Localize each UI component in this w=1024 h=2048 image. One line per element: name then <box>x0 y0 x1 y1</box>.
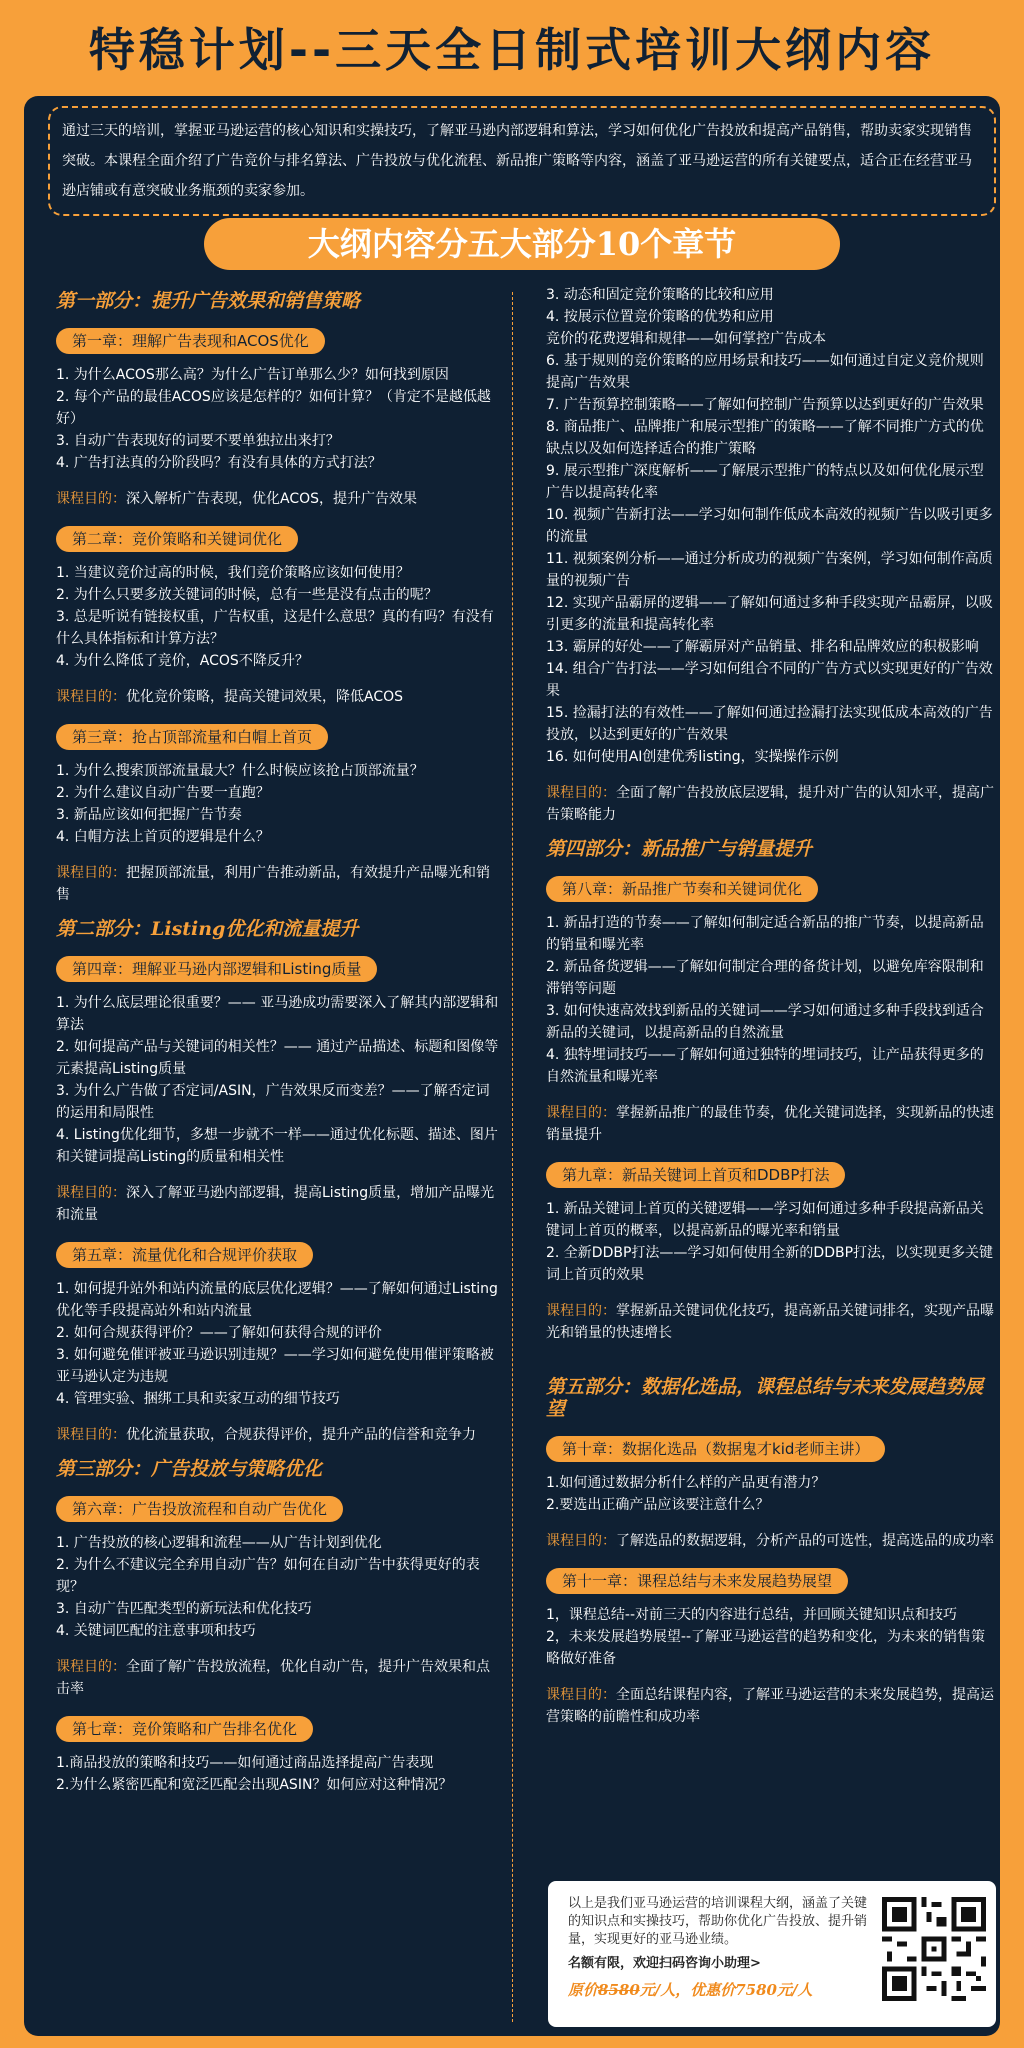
goal-text: 全面了解广告投放底层逻辑，提升对广告的认知水平，提高广告策略能力 <box>546 785 994 823</box>
part-5-heading: 第五部分：数据化选品，课程总结与未来发展趋势展望 <box>546 1376 984 1420</box>
goal-text: 优化竞价策略，提高关键词效果，降低ACOS <box>126 689 404 705</box>
list-item: 11. 视频案例分析——通过分析成功的视频广告案例，学习如何制作高质量的视频广告 <box>546 551 993 589</box>
chapter-4-goal <box>56 1182 502 1226</box>
chapter-10-title: 第十章：数据化选品（数据鬼才kid老师主讲） <box>546 1436 885 1462</box>
list-item: 1.商品投放的策略和技巧——如何通过商品选择提高广告表现 <box>56 1755 434 1771</box>
original-price: 8580 <box>598 1981 640 1999</box>
goal-label: 课程目的： <box>56 1185 126 1201</box>
intro-text: 通过三天的培训，掌握亚马逊运营的核心知识和实操技巧，了解亚马逊内部逻辑和算法，学习如何优化广告投放和提高产品销售，帮助卖家实现销售突破。本课程全面介绍了广告竞价与排名算法、广告投放与优化流程、新品推广策略等内容，涵盖了亚马逊运营的所有关键要点，适合正在经营亚马逊店铺或有意突破业务瓶颈的卖家参加。 <box>48 106 996 216</box>
goal-text: 掌握新品推广的最佳节奏，优化关键词选择，实现新品的快速销量提升 <box>546 1105 994 1143</box>
list-item: 1. 为什么ACOS那么高？为什么广告订单那么少？如何找到原因 <box>56 367 449 383</box>
list-item: 3. 如何快速高效找到新品的关键词——学习如何通过多种手段找到适合新品的关键词，以提高新品的自然流量 <box>546 1003 984 1041</box>
chapter-4-title: 第四章：理解亚马逊内部逻辑和Listing质量 <box>56 956 377 982</box>
page-title: 特稳计划--三天全日制式培训大纲内容 <box>88 23 936 77</box>
goal-label: 课程目的： <box>56 1659 126 1675</box>
goal-text: 深入了解亚马逊内部逻辑，提高Listing质量，增加产品曝光和流量 <box>56 1185 495 1223</box>
chapter-10-goal <box>546 1530 996 1552</box>
chapter-6-title: 第六章：广告投放流程和自动广告优化 <box>56 1496 343 1522</box>
list-item: 竞价的花费逻辑和规律——如何掌控广告成本 <box>546 331 826 347</box>
chapter-5-title: 第五章：流量优化和合规评价获取 <box>56 1242 313 1268</box>
qr-code-icon[interactable] <box>882 1897 986 2001</box>
goal-label: 课程目的： <box>56 865 126 881</box>
list-item: 1，课程总结--对前三天的内容进行总结，并回顾关键知识点和技巧 <box>546 1607 958 1623</box>
column-divider <box>512 292 513 2022</box>
chapter-8-goal <box>546 1102 996 1146</box>
chapter-8-title: 第八章：新品推广节奏和关键词优化 <box>546 876 818 902</box>
chapter-9-goal <box>546 1300 996 1344</box>
goal-label: 课程目的： <box>546 1303 616 1319</box>
chapter-5-goal <box>56 1424 502 1446</box>
goal-text: 全面总结课程内容，了解亚马逊运营的未来发展趋势，提高运营策略的前瞻性和成功率 <box>546 1687 994 1725</box>
list-item: 4. 关键词匹配的注意事项和技巧 <box>56 1623 256 1639</box>
list-item: 2. 如何合规获得评价？——了解如何获得合规的评价 <box>56 1325 382 1341</box>
list-item: 2. 为什么不建议完全弃用自动广告？如何在自动广告中获得更好的表现？ <box>56 1557 480 1595</box>
goal-label: 课程目的： <box>546 785 616 801</box>
chapter-3-goal <box>56 862 502 906</box>
chapter-9-title: 第九章：新品关键词上首页和DDBP打法 <box>546 1162 845 1188</box>
list-item: 1.如何通过数据分析什么样的产品更有潜力？ <box>546 1475 826 1491</box>
list-item: 4. 管理实验、捆绑工具和卖家互动的细节技巧 <box>56 1391 340 1407</box>
list-item: 2. 全新DDBP打法——学习如何使用全新的DDBP打法，以实现更多关键词上首页的效果 <box>546 1245 994 1283</box>
list-item: 4. Listing优化细节，多想一步就不一样——通过优化标题、描述、图片和关键词提高Listing的质量和相关性 <box>56 1127 498 1165</box>
list-item: 2. 为什么建议自动广告要一直跑？ <box>56 785 270 801</box>
promo-cta[interactable]: 名额有限，欢迎扫码咨询小助理> <box>568 1956 761 1971</box>
list-item: 16. 如何使用AI创建优秀listing，实操操作示例 <box>546 749 839 765</box>
list-item: 2. 每个产品的最佳ACOS应该是怎样的？如何计算？（肯定不是越低越好） <box>56 389 491 427</box>
chapter-7-title: 第七章：竞价策略和广告排名优化 <box>56 1716 313 1742</box>
list-item: 2.为什么紧密匹配和宽泛匹配会出现ASIN？如何应对这种情况？ <box>56 1777 453 1793</box>
chapter-1-title: 第一章：理解广告表现和ACOS优化 <box>56 328 325 354</box>
list-item: 2. 新品备货逻辑——了解如何制定合理的备货计划，以避免库容限制和滞销等问题 <box>546 959 984 997</box>
list-item: 15. 捡漏打法的有效性——了解如何通过捡漏打法实现低成本高效的广告投放，以达到更好的广告效果 <box>546 705 993 743</box>
list-item: 1. 广告投放的核心逻辑和流程——从广告计划到优化 <box>56 1535 382 1551</box>
list-item: 3. 总是听说有链接权重，广告权重，这是什么意思？真的有吗？有没有什么具体指标和计算方法？ <box>56 609 494 647</box>
chapter-7-goal <box>546 782 996 826</box>
list-item: 3. 自动广告表现好的词要不要单独拉出来打？ <box>56 433 340 449</box>
sale-price: 7580 <box>735 1981 777 1999</box>
price-unit: 元/人，优惠价 <box>639 1981 736 1999</box>
chapter-6-goal <box>56 1656 502 1700</box>
list-item: 1. 为什么底层理论很重要？—— 亚马逊成功需要深入了解其内部逻辑和算法 <box>56 995 499 1033</box>
list-item: 4. 按展示位置竞价策略的优势和应用 <box>546 309 774 325</box>
chapter-1-goal <box>56 488 502 510</box>
part-4-heading: 第四部分：新品推广与销量提升 <box>546 838 813 860</box>
chapter-11-title: 第十一章：课程总结与未来发展趋势展望 <box>546 1568 848 1594</box>
list-item: 1. 当建议竞价过高的时候，我们竞价策略应该如何使用？ <box>56 565 410 581</box>
list-item: 10. 视频广告新打法——学习如何制作低成本高效的视频广告以吸引更多的流量 <box>546 507 993 545</box>
price-label: 原价 <box>568 1981 599 1999</box>
list-item: 8. 商品推广、品牌推广和展示型推广的策略——了解不同推广方式的优缺点以及如何选择适合的推广策略 <box>546 419 984 457</box>
chapter-2-title: 第二章：竞价策略和关键词优化 <box>56 526 298 552</box>
chapter-2-goal <box>56 686 502 708</box>
chapter-11-goal <box>546 1684 996 1728</box>
list-item: 2.要选出正确产品应该要注意什么？ <box>546 1497 770 1513</box>
list-item: 13. 霸屏的好处——了解霸屏对产品销量、排名和品牌效应的积极影响 <box>546 639 979 655</box>
list-item: 3. 如何避免催评被亚马逊识别违规？——学习如何避免使用催评策略被亚马逊认定为违规 <box>56 1347 494 1385</box>
list-item: 2. 为什么只要多放关键词的时候，总有一些是没有点击的呢？ <box>56 587 438 603</box>
outline-banner: 大纲内容分五大部分10个章节 <box>204 218 840 270</box>
list-item: 12. 实现产品霸屏的逻辑——了解如何通过多种手段实现产品霸屏，以吸引更多的流量和提高转化率 <box>546 595 993 633</box>
list-item: 1. 如何提升站外和站内流量的底层优化逻辑？——了解如何通过Listing优化等手段提高站外和站内流量 <box>56 1281 498 1319</box>
chapter-3-title: 第三章：抢占顶部流量和白帽上首页 <box>56 724 328 750</box>
list-item: 3. 新品应该如何把握广告节奏 <box>56 807 242 823</box>
promo-text-block <box>568 1895 868 1999</box>
goal-text: 了解选品的数据逻辑，分析产品的可选性，提高选品的成功率 <box>616 1533 994 1549</box>
list-item: 4. 广告打法真的分阶段吗？有没有具体的方式打法？ <box>56 455 382 471</box>
list-item: 3. 动态和固定竞价策略的比较和应用 <box>546 287 774 303</box>
content-panel <box>24 96 1000 2036</box>
list-item: 4. 独特埋词技巧——了解如何通过独特的埋词技巧，让产品获得更多的自然流量和曝光率 <box>546 1047 984 1085</box>
goal-label: 课程目的： <box>56 491 126 507</box>
price-line <box>568 1981 868 1999</box>
goal-label: 课程目的： <box>546 1687 616 1703</box>
promo-card <box>548 1881 996 2027</box>
list-item: 6. 基于规则的竞价策略的应用场景和技巧——如何通过自定义竞价规则提高广告效果 <box>546 353 984 391</box>
list-item: 1. 新品关键词上首页的关键逻辑——学习如何通过多种手段提高新品关键词上首页的概率，以提高新品的曝光率和销量 <box>546 1201 984 1239</box>
list-item: 2，未来发展趋势展望--了解亚马逊运营的趋势和变化，为未来的销售策略做好准备 <box>546 1629 986 1667</box>
goal-label: 课程目的： <box>546 1105 616 1121</box>
list-item: 7. 广告预算控制策略——了解如何控制广告预算以达到更好的广告效果 <box>546 397 984 413</box>
right-column <box>546 284 996 1740</box>
left-column <box>56 284 502 1796</box>
list-item: 1. 为什么搜索顶部流量最大？什么时候应该抢占顶部流量？ <box>56 763 424 779</box>
goal-label: 课程目的： <box>56 1427 126 1443</box>
promo-description: 以上是我们亚马逊运营的培训课程大纲，涵盖了关键的知识点和实操技巧，帮助你优化广告投放、提升销量，实现更好的亚马逊业绩。 <box>568 1896 868 1947</box>
list-item: 14. 组合广告打法——学习如何组合不同的广告方式以实现更好的广告效果 <box>546 661 993 699</box>
goal-text: 全面了解广告投放流程，优化自动广告，提升广告效果和点击率 <box>56 1659 490 1697</box>
part-2-heading: 第二部分：Listing优化和流量提升 <box>56 918 359 940</box>
goal-text: 优化流量获取，合规获得评价，提升产品的信誉和竞争力 <box>126 1427 476 1443</box>
goal-text: 把握顶部流量，利用广告推动新品，有效提升产品曝光和销售 <box>56 865 490 903</box>
list-item: 3. 为什么广告做了否定词/ASIN，广告效果反而变差？——了解否定词的运用和局限性 <box>56 1083 490 1121</box>
part-3-heading: 第三部分：广告投放与策略优化 <box>56 1458 323 1480</box>
list-item: 3. 自动广告匹配类型的新玩法和优化技巧 <box>56 1601 312 1617</box>
list-item: 2. 如何提高产品与关键词的相关性？—— 通过产品描述、标题和图像等元素提高Listing质量 <box>56 1039 499 1077</box>
list-item: 4. 白帽方法上首页的逻辑是什么？ <box>56 829 270 845</box>
goal-label: 课程目的： <box>56 689 126 705</box>
spacer <box>546 1356 996 1370</box>
goal-label: 课程目的： <box>546 1533 616 1549</box>
part-1-heading: 第一部分：提升广告效果和销售策略 <box>56 290 361 312</box>
sale-unit: 元/人 <box>777 1981 813 1999</box>
list-item: 4. 为什么降低了竞价，ACOS不降反升？ <box>56 653 309 669</box>
goal-text: 掌握新品关键词优化技巧，提高新品关键词排名，实现产品曝光和销量的快速增长 <box>546 1303 994 1341</box>
list-item: 9. 展示型推广深度解析——了解展示型推广的特点以及如何优化展示型广告以提高转化率 <box>546 463 984 501</box>
list-item: 1. 新品打造的节奏——了解如何制定适合新品的推广节奏，以提高新品的销量和曝光率 <box>546 915 984 953</box>
goal-text: 深入解析广告表现，优化ACOS，提升广告效果 <box>126 491 418 507</box>
